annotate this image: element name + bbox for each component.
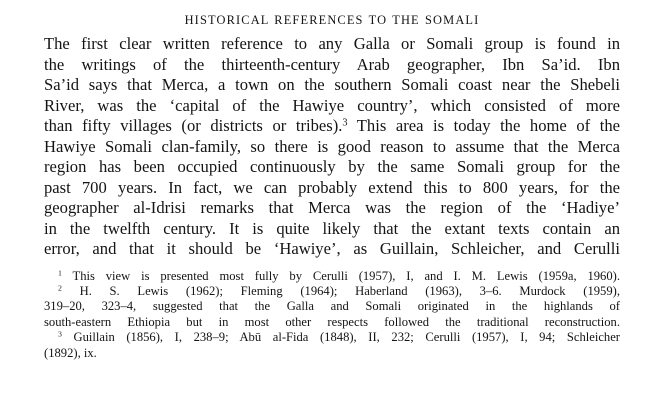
- footnote-marker: 3: [58, 329, 62, 339]
- footnote-marker: 1: [58, 268, 62, 278]
- footnote-reference: 3: [342, 117, 348, 129]
- body-line: geographer al-Idrisi remarks that Merca was the region of the ‘Hadiye’: [44, 198, 620, 217]
- footnote-2-continuation: 319–20, 323–4, suggested that the Galla and Somali originated in the highlands of: [44, 299, 620, 314]
- body-line: The first clear written reference to any Galla or Somali group is found in: [44, 34, 620, 53]
- body-line-text: than fifty villages (or districts or tribes).: [44, 116, 343, 135]
- body-line: region has been occupied continuously by the same Somali group for the: [44, 157, 620, 176]
- footnote-text: This view is presented most fully by Cerulli (1957), I, and I. M. Lewis (1959a, 1960).: [61, 268, 620, 283]
- body-line: Hawiye Somali clan-family, so there is good reason to assume that the Merca: [44, 136, 620, 156]
- body-line: in the twelfth century. It is quite likely that the extant texts contain an: [44, 218, 620, 238]
- page: [44, 12, 620, 361]
- body-line: past 700 years. In fact, we can probably extend this to 800 years, for the: [44, 177, 620, 197]
- footnote-2-continuation: south-eastern Ethiopia but in most other respects followed the traditional reconstruction.: [44, 314, 620, 329]
- body-line: Sa’id says that Merca, a town on the southern Somali coast near the Shebeli: [44, 75, 620, 94]
- running-head: HISTORICAL REFERENCES TO THE SOMALI: [184, 13, 480, 27]
- body-line: River, was the ‘capital of the Hawiye country’, which consisted of more: [44, 95, 620, 115]
- footnote-3-continuation: (1892), ix.: [44, 345, 97, 360]
- footnote-text: H. S. Lewis (1962); Fleming (1964); Haberland (1963), 3–6. Murdock (1959),: [61, 283, 620, 298]
- footnote-2: [44, 284, 620, 299]
- body-paragraph: [44, 34, 620, 260]
- body-line: the writings of the thirteenth-century Arab geographer, Ibn Sa’id. Ibn: [44, 54, 620, 74]
- footnote-text: Guillain (1856), I, 238–9; Abū al-Fida (1848), II, 232; Cerulli (1957), I, 94; Schleicher: [61, 330, 620, 345]
- footnotes: [44, 269, 620, 361]
- footnote-1: [44, 269, 620, 284]
- body-line: [44, 116, 620, 137]
- footnote-marker: 2: [58, 283, 62, 293]
- body-line: error, and that it should be ‘Hawiye’, as Guillain, Schleicher, and Cerulli: [44, 239, 620, 258]
- footnote-3: [44, 330, 620, 345]
- body-line-text: This area is today the home of the: [347, 116, 620, 135]
